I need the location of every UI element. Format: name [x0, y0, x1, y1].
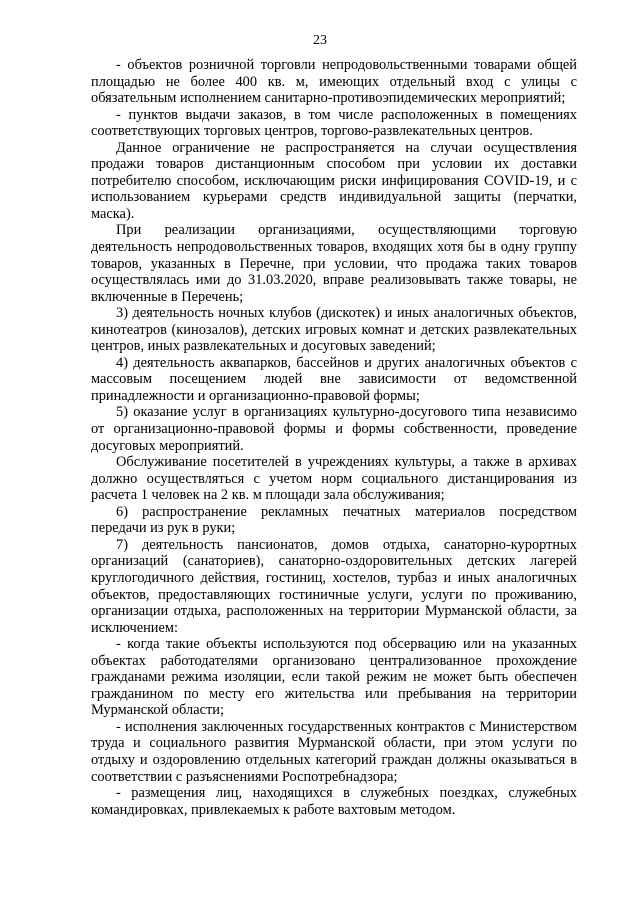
paragraph-pickup-points: - пунктов выдачи заказов, в том числе расположенных в помещениях соответствующих торговых центров, торгово-развлекательных центров.	[91, 106, 577, 140]
paragraph-item-5-cultural-services: 5) оказание услуг в организациях культурно-досугового типа независимо от организационно-правовой формы и формы собственности, проведение досуговых мероприятий.	[91, 404, 577, 454]
paragraph-item-3-night-clubs: 3) деятельность ночных клубов (дискотек) и иных аналогичных объектов, кинотеатров (кинозалов), детских игровых комнат и детских развлекательных центров, иных развлекательных и досуговых заведений;	[91, 305, 577, 355]
paragraph-state-contracts-exception: - исполнения заключенных государственных контрактов с Министерством труда и социального развития Мурманской области, при этом услуги по отдыху и оздоровлению отдельных категорий граждан должны оказываться в соответствии с разъяснениями Роспотребнадзора;	[91, 718, 577, 785]
paragraph-business-trips-exception: - размещения лиц, находящихся в служебных поездках, служебных командировках, привлекаемых к работе вахтовым методом.	[91, 785, 577, 818]
paragraph-retail-objects: - объектов розничной торговли непродовольственными товарами общей площадью не более 400 кв. м, имеющих отдельный вход с улицы с обязательным исполнением санитарно-противоэпидемических мероприятий;	[91, 57, 577, 107]
page-number: 23	[313, 33, 327, 48]
paragraph-remote-sales-exception: Данное ограничение не распространяется на случаи осуществления продажи товаров дистанционным способом при условии их доставки потребителю способом, исключающим риски инфицирования COVID-19, и с использованием курьерами средств индивидуальной защиты (перчатки, маска).	[91, 139, 577, 222]
paragraph-item-4-aquaparks: 4) деятельность аквапарков, бассейнов и других аналогичных объектов с массовым посещением людей вне зависимости от ведомственной принадлежности и организационно-правовой формы;	[91, 354, 577, 404]
paragraph-item-7-boarding-houses: 7) деятельность пансионатов, домов отдыха, санаторно-курортных организаций (санаториев), санаторно-оздоровительных детских лагерей круглогодичного действия, гостиниц, хостелов, турбаз и иных аналогичных объектов, предоставляющих гостиничные услуги, услуги по проживанию, организации отдыха, расположенных на территории Мурманской области, за исключением:	[91, 536, 577, 636]
paragraph-item-6-advertising: 6) распространение рекламных печатных материалов посредством передачи из рук в руки;	[91, 503, 577, 537]
paragraph-culture-institutions: Обслуживание посетителей в учреждениях культуры, а также в архивах должно осуществляться с учетом норм социального дистанцирования из расчета 1 человек на 2 кв. м площади зала обслуживания;	[91, 454, 577, 504]
paragraph-non-food-goods: При реализации организациями, осуществляющими торговую деятельность непродовольственных товаров, входящих хотя бы в одну группу товаров, указанных в Перечне, при условии, что продажа таких товаров осуществлялась ими до 31.03.2020, вправе реализовывать также товары, не включенные в Перечень;	[91, 222, 577, 305]
paragraph-observation-exception: - когда такие объекты используются под обсервацию или на указанных объектах работодателями организовано централизованное прохождение гражданами режима изоляции, если такой режим не может быть обеспечен гражданином по месту его жительства или пребывания на территории Мурманской области;	[91, 636, 577, 719]
document-body	[91, 57, 577, 818]
